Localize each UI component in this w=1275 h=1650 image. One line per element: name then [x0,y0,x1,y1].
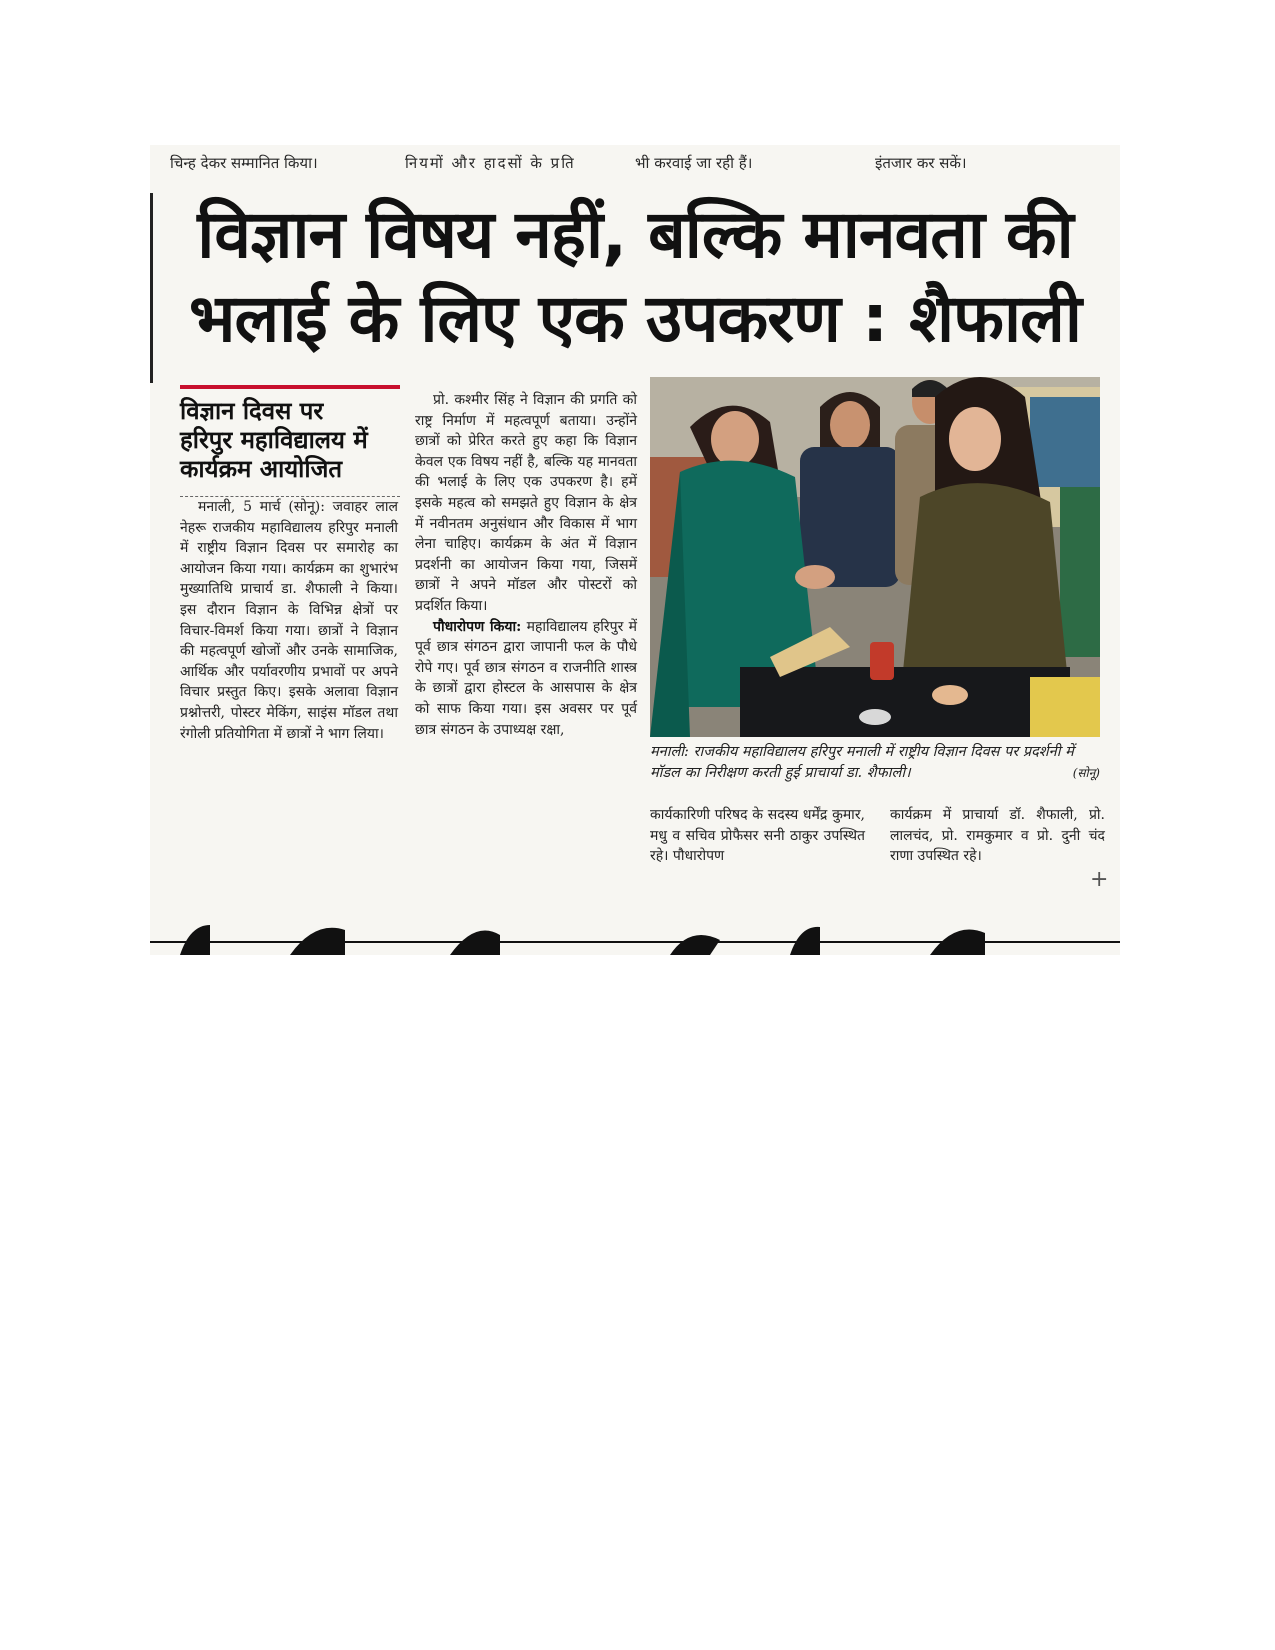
strip-text-2: नियमों और हादसों के प्रति [405,154,576,172]
subheading-box [180,385,400,497]
strip-text-1: चिन्ह देकर सम्मानित किया। [170,154,318,172]
headline-line-1: विज्ञान विषय नहीं, बल्कि मानवता की [197,196,1073,273]
subheading-line-3: कार्यक्रम आयोजित [180,455,343,483]
caption-text: मनाली: राजकीय महाविद्यालय हरिपुर मनाली में राष्ट्रीय विज्ञान दिवस पर प्रदर्शनी में मॉडल का निरीक्षण करती हुई प्राचार्या डा. शैफाली। [650,744,1074,781]
article-column-1 [180,497,398,744]
column-2-paragraph-1: प्रो. कश्मीर सिंह ने विज्ञान की प्रगति को राष्ट्र निर्माण में महत्वपूर्ण बताया। उन्होंने छात्रों को प्रेरित करते हुए कहा कि विज्ञान केवल एक विषय नहीं है, बल्कि यह मानवता की भलाई के लिए एक उपकरण है। हमें इसके महत्व को समझते हुए विज्ञान के क्षेत्र में नवीनतम अनुसंधान और विकास में भाग लेना चाहिए। कार्यक्रम के अंत में विज्ञान प्रदर्शनी का आयोजन किया गया, जिसमें छात्रों ने अपने मॉडल और पोस्टरों को प्रदर्शित किया। [415,392,637,614]
event-photo [650,377,1100,737]
plantation-lead: पौधारोपण किया: [433,618,522,635]
left-rule [150,193,153,383]
subheading-line-2: हरिपुर महाविद्यालय में [180,426,368,454]
plantation-text: महाविद्यालय हरिपुर में पूर्व छात्र संगठन द्वारा जापानी फल के पौधे रोपे गए। पूर्व छात्र संगठन व राजनीति शास्त्र के छात्रों द्वारा होस्टल के आसपास के क्षेत्र को साफ किया गया। इस अवसर पर पूर्व छात्र संगठन के उपाध्यक्ष रक्षा, [415,618,637,738]
photo-illustration [650,377,1100,737]
photo-caption [650,742,1100,784]
subheading [180,397,400,484]
article-column-4 [890,805,1105,867]
column-2-paragraph-2 [415,617,637,741]
photo-credit: (सोनू) [1072,766,1100,780]
column-1-paragraph: मनाली, 5 मार्च (सोनू): जवाहर लाल नेहरू राजकीय महाविद्यालय हरिपुर मनाली में राष्ट्रीय विज्ञान दिवस पर समारोह का आयोजन किया गया। कार्यक्रम का शुभारंभ मुख्यातिथि प्राचार्य डा. शैफाली ने किया। इस दौरान विज्ञान के विभिन्न क्षेत्रों पर विचार-विमर्श किया गया। छात्रों ने विज्ञान की महत्वपूर्ण खोजों और उनके सामाजिक, आर्थिक और पर्यावरणीय प्रभावों पर अपने विचार प्रस्तुत किए। इसके अलावा विज्ञान प्रश्नोत्तरी, पोस्टर मेकिंग, साइंस मॉडल तथा रंगोली प्रतियोगिता में छात्रों ने भाग लिया। [180,499,398,742]
article-column-3 [650,805,865,867]
previous-article-strip [150,145,1120,185]
headline-line-2: भलाई के लिए एक उपकरण : शैफाली [189,280,1081,357]
strip-text-3: भी करवाई जा रही हैं। [635,154,753,172]
next-headline-fragment [150,915,1120,955]
page-title [160,193,1110,361]
column-4-paragraph: कार्यक्रम में प्राचार्या डॉ. शैफाली, प्रो. लालचंद, प्रो. रामकुमार व प्रो. दुनी चंद राणा उपस्थित रहे। [890,807,1105,865]
column-3-paragraph: कार्यकारिणी परिषद के सदस्य धर्मेंद्र कुमार, मधु व सचिव प्रोफैसर सनी ठाकुर उपस्थित रहे। पौधारोपण [650,807,865,865]
registration-mark-icon: + [1090,867,1109,892]
strip-text-4: इंतजार कर सकें। [875,154,967,172]
subheading-accent-bar [180,385,400,389]
subheading-line-1: विज्ञान दिवस पर [180,397,324,425]
newspaper-clipping [150,145,1120,955]
article-column-2 [415,390,637,740]
